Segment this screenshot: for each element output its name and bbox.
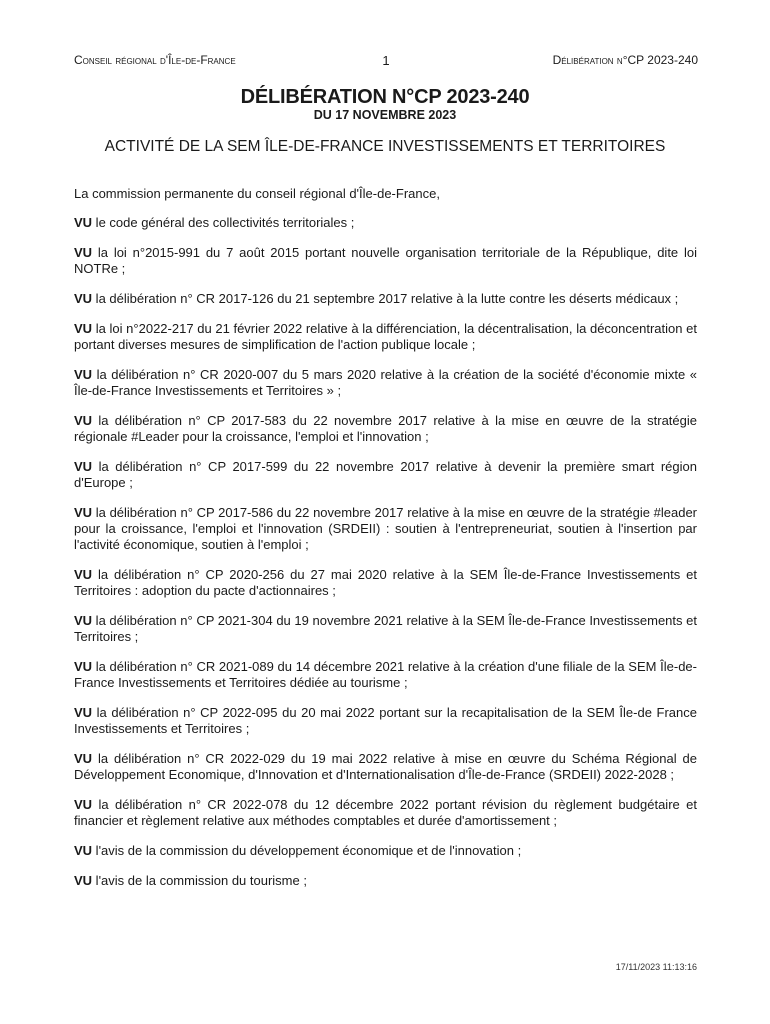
vu-text: la délibération n° CR 2021-089 du 14 décembre 2021 relative à la création d'une filiale de la SEM Île-de-France Investissements et Territoires dédiée au tourisme ; [74, 659, 697, 690]
document-body [74, 186, 697, 903]
vu-label: VU [74, 245, 93, 260]
header-deliberation-ref: Délibération n°CP 2023-240 [552, 53, 698, 67]
vu-text: l'avis de la commission du tourisme ; [92, 873, 307, 888]
document-date: DU 17 NOVEMBRE 2023 [313, 108, 457, 122]
vu-paragraph [74, 245, 697, 277]
footer-timestamp: 17/11/2023 11:13:16 [615, 962, 697, 972]
vu-text: la délibération n° CP 2021-304 du 19 novembre 2021 relative à la SEM Île-de-France Investissements et Territoires ; [74, 613, 697, 644]
vu-paragraph [74, 459, 697, 491]
vu-label: VU [74, 215, 93, 230]
vu-paragraph [74, 321, 697, 353]
header-page-number: 1 [382, 53, 390, 68]
vu-label: VU [74, 505, 93, 520]
vu-paragraph [74, 413, 697, 445]
vu-paragraph [74, 215, 697, 231]
vu-text: la délibération n° CR 2020-007 du 5 mars 2020 relative à la création de la société d'économie mixte « Île-de-France Investissements et Territoires » ; [74, 367, 697, 398]
header-institution: Conseil régional d'Île-de-France [74, 53, 236, 67]
intro-paragraph: La commission permanente du conseil régional d'Île-de-France, [74, 186, 440, 201]
vu-text: la délibération n° CP 2020-256 du 27 mai 2020 relative à la SEM Île-de-France Investissements et Territoires : adoption du pacte d'actionnaires ; [74, 567, 697, 598]
vu-paragraph [74, 613, 697, 645]
vu-label: VU [74, 291, 93, 306]
vu-label: VU [74, 413, 93, 428]
vu-label: VU [74, 751, 93, 766]
vu-text: la loi n°2022-217 du 21 février 2022 relative à la différenciation, la décentralisation, la déconcentration et portant diverses mesures de simplification de l'action publique locale ; [74, 321, 697, 352]
document-heading: ACTIVITÉ DE LA SEM ÎLE-DE-FRANCE INVESTISSEMENTS ET TERRITOIRES [104, 138, 666, 155]
vu-paragraph [74, 705, 697, 737]
vu-label: VU [74, 321, 93, 336]
vu-text: la délibération n° CP 2017-599 du 22 novembre 2017 relative à devenir la première smart région d'Europe ; [74, 459, 697, 490]
vu-paragraph [74, 843, 697, 859]
vu-paragraph [74, 567, 697, 599]
vu-paragraph [74, 367, 697, 399]
vu-label: VU [74, 367, 93, 382]
vu-paragraph [74, 873, 697, 889]
vu-text: la délibération n° CR 2022-078 du 12 décembre 2022 portant révision du règlement budgétaire et financier et règlement relative aux méthodes comptables et durée d'amortissement ; [74, 797, 697, 828]
document-title: DÉLIBÉRATION N°CP 2023-240 [240, 86, 530, 108]
vu-label: VU [74, 873, 93, 888]
vu-label: VU [74, 797, 93, 812]
vu-text: la délibération n° CR 2022-029 du 19 mai 2022 relative à mise en œuvre du Schéma Régional de Développement Economique, d'Innovation et d'Internationalisation d'Île-de-France (SRDEII) 2022-2028 ; [74, 751, 697, 782]
vu-text: la délibération n° CR 2017-126 du 21 septembre 2017 relative à la lutte contre les déserts médicaux ; [92, 291, 679, 306]
vu-label: VU [74, 705, 93, 720]
vu-list [74, 215, 697, 889]
vu-paragraph [74, 291, 697, 307]
vu-text: la délibération n° CP 2022-095 du 20 mai 2022 portant sur la recapitalisation de la SEM Île-de France Investissements et Territoires ; [74, 705, 697, 736]
vu-text: le code général des collectivités territoriales ; [92, 215, 355, 230]
vu-label: VU [74, 459, 93, 474]
vu-text: la loi n°2015-991 du 7 août 2015 portant nouvelle organisation territoriale de la République, dite loi NOTRe ; [74, 245, 697, 276]
vu-label: VU [74, 659, 93, 674]
vu-paragraph [74, 797, 697, 829]
vu-text: la délibération n° CP 2017-583 du 22 novembre 2017 relative à la mise en œuvre de la stratégie régionale #Leader pour la croissance, l'emploi et l'innovation ; [74, 413, 697, 444]
vu-paragraph [74, 505, 697, 553]
page-header [74, 53, 698, 69]
vu-paragraph [74, 751, 697, 783]
vu-label: VU [74, 613, 93, 628]
vu-label: VU [74, 567, 93, 582]
vu-paragraph [74, 659, 697, 691]
vu-text: la délibération n° CP 2017-586 du 22 novembre 2017 relative à la mise en œuvre de la stratégie #leader pour la croissance, l'emploi et l'innovation (SRDEII) : soutien à l'entrepreneuriat, soutien à l'insertion par l'activité économique, soutien à l'emploi ; [74, 505, 697, 552]
vu-label: VU [74, 843, 93, 858]
vu-text: l'avis de la commission du développement économique et de l'innovation ; [92, 843, 522, 858]
